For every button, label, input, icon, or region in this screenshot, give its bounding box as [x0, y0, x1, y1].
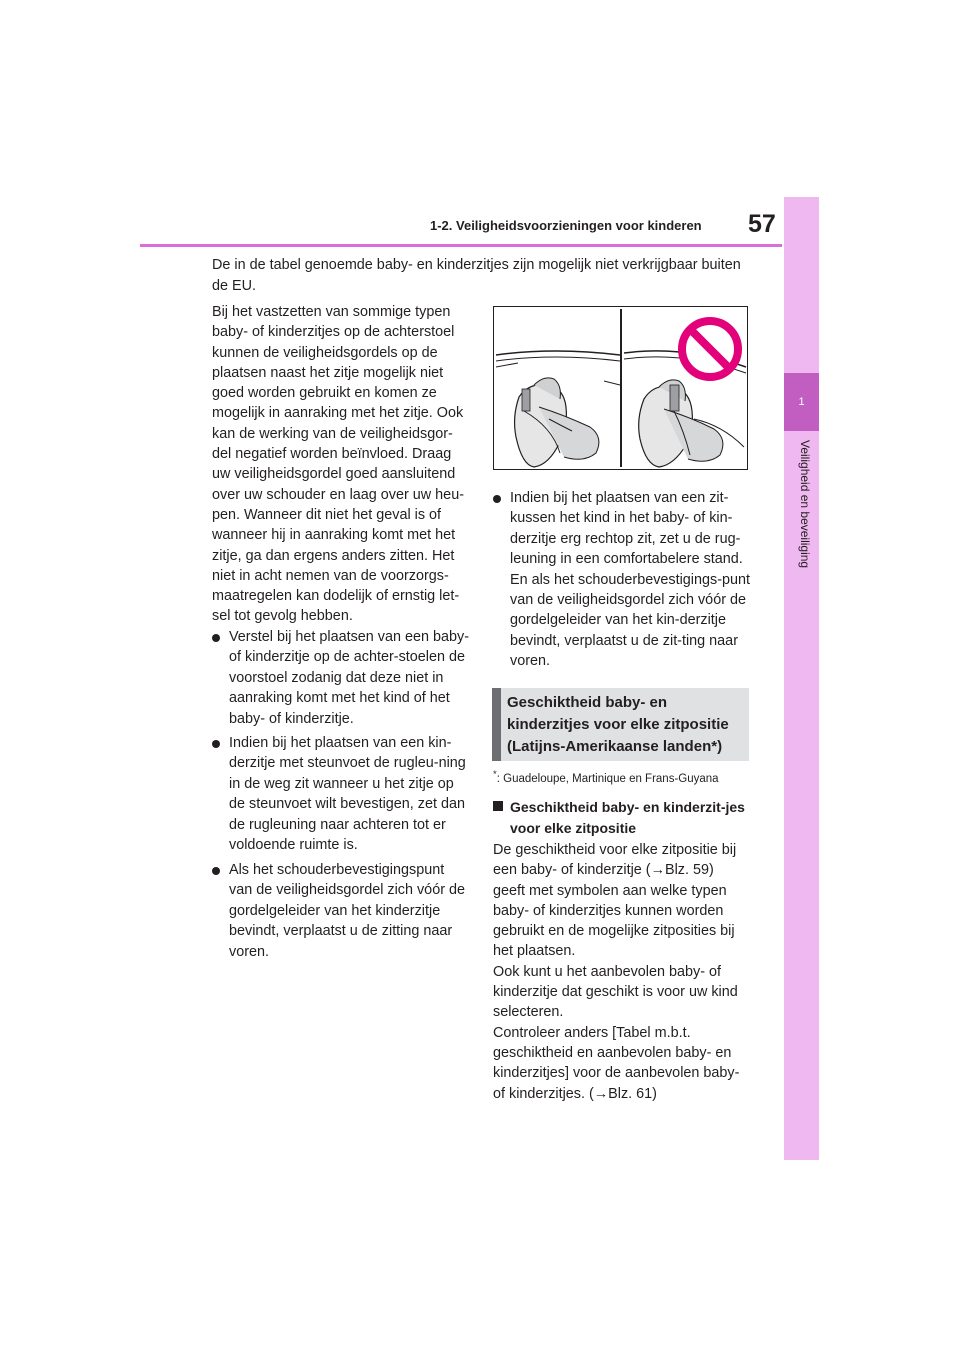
- prohibition-icon: [682, 321, 738, 377]
- bullet-icon: [212, 740, 220, 748]
- suitability-body: [493, 840, 755, 1104]
- list-item: Indien bij het plaatsen van een zit-kussen het kind in het baby- of kin-derzitje erg rechtop zit, zet u de rug-leuning in een comfortabelere stand. En als het schouderbevestigings-punt van de veiligheidsgordel zich vóór de gordelgeleider van het kin-derzitje bevindt, verplaatst u de zit-ting naar voren.: [510, 488, 755, 672]
- chapter-number-tab[interactable]: [784, 373, 819, 431]
- page-number: 57: [748, 210, 776, 238]
- section-heading-bar: [492, 688, 501, 761]
- body-line: selecteren.: [493, 1004, 564, 1021]
- body-line: kinderzitjes] voor de aanbevolen baby-: [493, 1065, 740, 1082]
- bullet-icon: [212, 634, 220, 642]
- child-seat-illustration: [493, 306, 748, 470]
- body-line: De geschiktheid voor elke zitpositie bij: [493, 842, 737, 858]
- list-item: Indien bij het plaatsen van een kin-derzitje met steunvoet de rugleu-ning in de weg zit wanneer u het zitje op de steunvoet wilt bevestigen, zet dan de rugleuning naar achteren tot er voldoende ruimte is.: [229, 733, 469, 855]
- bullet-icon: [493, 495, 501, 503]
- footnote-text: : Guadeloupe, Martinique en Frans-Guyana: [496, 772, 719, 785]
- body-line: geeft met symbolen aan welke typen: [493, 882, 727, 899]
- body-line: Ook kunt u het aanbevolen baby- of: [493, 963, 722, 980]
- list-item: Als het schouderbevestigingspunt van de veiligheidsgordel zich vóór de gordelgeleider van het kinderzitje bevindt, verplaatst u de zitting naar voren.: [229, 860, 469, 962]
- seat-drawing: [494, 307, 747, 469]
- section-heading-text: Geschiktheid baby- en kinderzitjes voor elke zitpositie (Latijns-Amerikaanse landen*): [507, 694, 729, 755]
- body-line: baby- of kinderzitjes kunnen worden: [493, 902, 724, 919]
- body-line: Controleer anders [Tabel m.b.t.: [493, 1024, 691, 1041]
- footnote: [493, 769, 719, 785]
- body-line-page-link[interactable]: of kinderzitjes. (→Blz. 61): [493, 1085, 657, 1102]
- footnote-mark: *: [493, 769, 497, 780]
- subheading: Geschiktheid baby- en kinderzit-jes voor elke zitpositie: [510, 797, 755, 838]
- body-line: gebruikt en de mogelijke zitposities bij: [493, 923, 735, 940]
- bullet-icon: [212, 867, 220, 875]
- body-line-page-link[interactable]: een baby- of kinderzitje (→Blz. 59): [493, 862, 714, 879]
- section-heading: [492, 688, 749, 761]
- chapter-number: 1: [798, 396, 805, 408]
- header-rule: [140, 244, 782, 247]
- body-line: het plaatsen.: [493, 943, 576, 960]
- square-bullet-icon: [493, 801, 503, 811]
- chapter-side-tab: [784, 197, 819, 1160]
- body-line: kinderzitje dat geschikt is voor uw kind: [493, 984, 738, 1001]
- intro-text: De in de tabel genoemde baby- en kinderzitjes zijn mogelijk niet verkrijgbaar buiten de EU.: [212, 257, 741, 294]
- list-item: Verstel bij het plaatsen van een baby- of kinderzitje op de achter-stoelen de voorstoel zodanig dat deze niet in aanraking komt met het kind of het baby- of kinderzitje.: [229, 627, 469, 729]
- section-title: 1-2. Veiligheidsvoorzieningen voor kinderen: [430, 218, 702, 233]
- chapter-title: Veiligheid en beveiliging: [798, 440, 812, 569]
- warning-paragraph: Bij het vastzetten van sommige typen baby- of kinderzitjes op de achterstoel kunnen de veiligheidsgordels op de plaatsen naast het zitje mogelijk niet goed worden gebruikt en komen ze mogelijk in aanraking met het zitje. Ook kan de werking van de veiligheidsgor-del negatief worden beïnvloed. Draag uw veiligheidsgordel goed aansluitend over uw schouder en laag over uw heu-pen. Wanneer dit niet het geval is of wanneer hij in aanraking komt met het zitje, ga dan ergens anders zitten. Het niet in acht nemen van de voorzorgs-maatregelen kan dodelijk of ernstig let-sel tot gevolg hebben.: [212, 304, 464, 625]
- body-line: geschiktheid en aanbevolen baby- en: [493, 1044, 732, 1061]
